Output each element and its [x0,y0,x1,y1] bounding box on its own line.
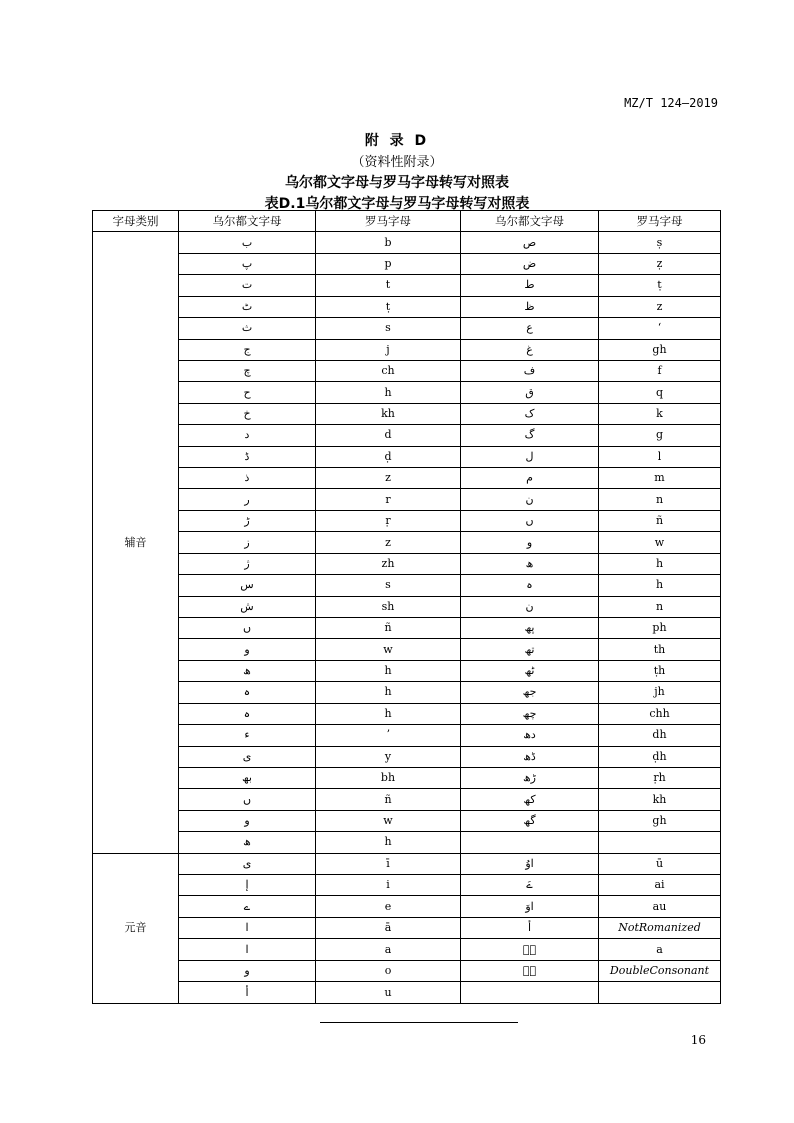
urdu-letter-cell: پھ [461,617,599,638]
urdu-letter-cell: ء [179,725,316,746]
table-row [93,403,721,424]
roman-letter-cell: h [316,832,461,853]
table-row [93,553,721,574]
header-urdu: 乌尔都文字母 [179,211,316,232]
roman-letter-cell: th [599,639,721,660]
table-row [93,425,721,446]
urdu-letter-cell: غ [461,339,599,360]
roman-letter-cell: h [316,660,461,681]
roman-letter-cell: bh [316,767,461,788]
footer-rule [320,1022,518,1023]
table-row [93,639,721,660]
roman-letter-cell: ṭh [599,660,721,681]
urdu-letter-cell: ر [179,489,316,510]
roman-letter-cell: zh [316,553,461,574]
urdu-letter-cell [461,832,599,853]
roman-letter-cell: ṛh [599,767,721,788]
urdu-letter-cell: ق [461,382,599,403]
roman-letter-cell: a [316,939,461,960]
urdu-letter-cell: پ [179,253,316,274]
urdu-letter-cell: ہ [179,682,316,703]
roman-letter-cell: h [316,382,461,403]
table-row [93,660,721,681]
urdu-letter-cell: إ [179,875,316,896]
roman-letter-cell: t [316,275,461,296]
urdu-letter-cell: و [461,532,599,553]
urdu-letter-cell: ھ [461,553,599,574]
urdu-letter-cell: ں [179,617,316,638]
roman-letter-cell: g [599,425,721,446]
roman-letter-cell: chh [599,703,721,724]
roman-letter-cell: h [316,703,461,724]
roman-letter-cell: f [599,360,721,381]
table-row [93,917,721,938]
appendix-heading: 乌尔都文字母与罗马字母转写对照表 [285,175,509,191]
roman-letter-cell: ā [316,917,461,938]
roman-letter-cell: ʼ [316,725,461,746]
urdu-letter-cell: ٹھ [461,660,599,681]
roman-letter-cell: ṭ [599,275,721,296]
roman-letter-cell: j [316,339,461,360]
roman-letter-cell: n [599,489,721,510]
roman-letter-cell: a [599,939,721,960]
table-row [93,382,721,403]
urdu-letter-cell: ہٗ [461,960,599,981]
urdu-letter-cell: ں [461,510,599,531]
roman-letter-cell: y [316,746,461,767]
urdu-letter-cell: و [179,810,316,831]
table-row [93,939,721,960]
urdu-letter-cell: ع [461,318,599,339]
roman-letter-cell: ṣ [599,232,721,253]
urdu-letter-cell: ں [179,789,316,810]
transliteration-table [92,210,720,1004]
table-row [93,596,721,617]
urdu-letter-cell: ڑھ [461,767,599,788]
table-row [93,489,721,510]
table-row [93,253,721,274]
urdu-letter-cell: أ [461,917,599,938]
roman-letter-cell: ṛ [316,510,461,531]
roman-letter-cell: ñ [316,789,461,810]
roman-letter-cell: l [599,446,721,467]
urdu-letter-cell: س [179,575,316,596]
urdu-letter-cell: د [179,425,316,446]
table-row [93,296,721,317]
roman-letter-cell: DoubleConsonant [599,960,721,981]
roman-letter-cell: i [316,875,461,896]
urdu-letter-cell: ض [461,253,599,274]
table-row [93,810,721,831]
roman-letter-cell: d [316,425,461,446]
roman-letter-cell: w [316,639,461,660]
table-row [93,360,721,381]
urdu-letter-cell: کھ [461,789,599,810]
table-row [93,510,721,531]
urdu-letter-cell: گھ [461,810,599,831]
roman-letter-cell: ñ [316,617,461,638]
roman-letter-cell [599,832,721,853]
urdu-letter-cell: ہ [461,575,599,596]
table-caption: 表D.1乌尔都文字母与罗马字母转写对照表 [264,196,530,212]
roman-letter-cell: z [599,296,721,317]
roman-letter-cell: h [316,682,461,703]
roman-letter-cell: q [599,382,721,403]
roman-letter-cell: w [316,810,461,831]
roman-letter-cell: h [599,553,721,574]
roman-letter-cell: z [316,468,461,489]
roman-letter-cell: u [316,982,461,1004]
urdu-letter-cell: ن [461,489,599,510]
table-row [93,468,721,489]
table-row [93,532,721,553]
roman-letter-cell: r [316,489,461,510]
roman-letter-cell: b [316,232,461,253]
table-row [93,746,721,767]
urdu-letter-cell: ڈ [179,446,316,467]
table-row [93,875,721,896]
urdu-letter-cell: ھ [179,660,316,681]
roman-letter-cell: ḍ [316,446,461,467]
urdu-letter-cell: تھ [461,639,599,660]
roman-letter-cell: NotRomanized [599,917,721,938]
urdu-letter-cell: ل [461,446,599,467]
roman-letter-cell: w [599,532,721,553]
urdu-letter-cell: اوَ [461,896,599,917]
urdu-letter-cell: ژ [179,553,316,574]
header-roman: 罗马字母 [316,211,461,232]
urdu-letter-cell: ے [179,896,316,917]
roman-letter-cell: ai [599,875,721,896]
table-row [93,789,721,810]
urdu-letter-cell: ھ [179,832,316,853]
header-urdu: 乌尔都文字母 [461,211,599,232]
urdu-letter-cell: و [179,960,316,981]
urdu-letter-cell: ہٗ [461,939,599,960]
roman-letter-cell: au [599,896,721,917]
roman-letter-cell: ẓ [599,253,721,274]
urdu-letter-cell: ث [179,318,316,339]
urdu-letter-cell: ا [179,917,316,938]
roman-letter-cell: e [316,896,461,917]
table-row [93,446,721,467]
header-roman: 罗马字母 [599,211,721,232]
table-row [93,339,721,360]
table-row [93,232,721,253]
roman-letter-cell: gh [599,810,721,831]
roman-letter-cell: ū [599,853,721,874]
roman-letter-cell: n [599,596,721,617]
urdu-letter-cell: ح [179,382,316,403]
urdu-letter-cell: ڑ [179,510,316,531]
roman-letter-cell: m [599,468,721,489]
roman-letter-cell: kh [316,403,461,424]
consonant-category-cell: 辅音 [93,232,179,853]
vowel-category-cell: 元音 [93,853,179,1003]
roman-letter-cell: s [316,575,461,596]
urdu-letter-cell: ک [461,403,599,424]
roman-letter-cell: ñ [599,510,721,531]
urdu-letter-cell: ڈھ [461,746,599,767]
urdu-letter-cell: م [461,468,599,489]
table-row [93,617,721,638]
roman-letter-cell: sh [316,596,461,617]
urdu-letter-cell: ش [179,596,316,617]
urdu-letter-cell: ی [179,853,316,874]
urdu-letter-cell: أ [179,982,316,1004]
urdu-letter-cell: بھ [179,767,316,788]
roman-letter-cell: h [599,575,721,596]
header-category: 字母类别 [93,211,179,232]
table-row [93,982,721,1004]
roman-letter-cell: ch [316,360,461,381]
table-row [93,853,721,874]
urdu-letter-cell: ی [179,746,316,767]
urdu-letter-cell: چ [179,360,316,381]
urdu-letter-cell: ٹ [179,296,316,317]
table-row [93,703,721,724]
table-row [93,832,721,853]
roman-letter-cell: o [316,960,461,981]
roman-letter-cell: ī [316,853,461,874]
roman-letter-cell: dh [599,725,721,746]
urdu-letter-cell: خ [179,403,316,424]
urdu-letter-cell: گ [461,425,599,446]
urdu-letter-cell: ا [179,939,316,960]
urdu-letter-cell: ز [179,532,316,553]
roman-letter-cell: gh [599,339,721,360]
urdu-letter-cell: ذ [179,468,316,489]
urdu-letter-cell: اوُ [461,853,599,874]
roman-letter-cell: p [316,253,461,274]
standard-code: MZ/T 124—2019 [624,96,718,110]
roman-letter-cell [599,982,721,1004]
table-row [93,896,721,917]
appendix-title: 附 录 D [364,133,430,149]
urdu-letter-cell: ص [461,232,599,253]
urdu-letter-cell: و [179,639,316,660]
urdu-letter-cell: ہ [179,703,316,724]
table-row [93,725,721,746]
urdu-letter-cell [461,982,599,1004]
table-row [93,575,721,596]
roman-letter-cell: z [316,532,461,553]
urdu-letter-cell: چھ [461,703,599,724]
urdu-letter-cell: ب [179,232,316,253]
urdu-letter-cell: ن [461,596,599,617]
table-header-row [93,211,721,232]
urdu-letter-cell: ف [461,360,599,381]
urdu-letter-cell: جھ [461,682,599,703]
roman-letter-cell: ʻ [599,318,721,339]
urdu-letter-cell: ج [179,339,316,360]
table-row [93,318,721,339]
urdu-letter-cell: ےَ [461,875,599,896]
roman-letter-cell: k [599,403,721,424]
roman-letter-cell: kh [599,789,721,810]
urdu-letter-cell: ظ [461,296,599,317]
roman-letter-cell: ḍh [599,746,721,767]
urdu-letter-cell: ط [461,275,599,296]
roman-letter-cell: s [316,318,461,339]
urdu-letter-cell: ت [179,275,316,296]
appendix-nature: （资料性附录） [351,155,443,170]
table-row [93,275,721,296]
table-row [93,767,721,788]
urdu-letter-cell: دھ [461,725,599,746]
table-row [93,960,721,981]
roman-letter-cell: ṭ [316,296,461,317]
table-row [93,682,721,703]
page-number: 16 [690,1033,706,1047]
roman-letter-cell: ph [599,617,721,638]
roman-letter-cell: jh [599,682,721,703]
